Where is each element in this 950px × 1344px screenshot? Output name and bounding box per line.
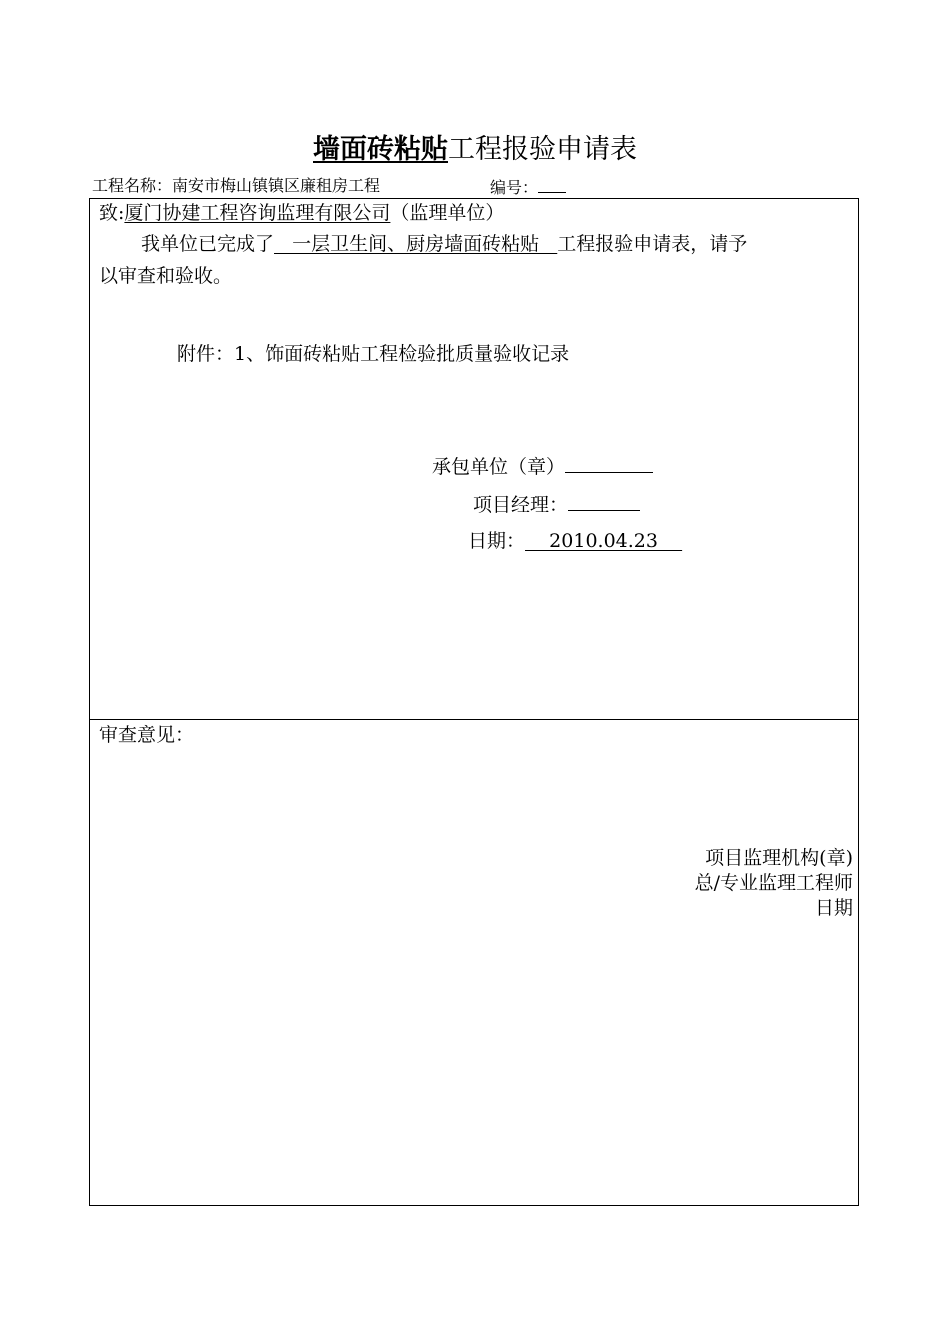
section-divider [89, 719, 859, 720]
project-name-line [92, 175, 380, 197]
recipient-name: 厦门协建工程咨询监理有限公司 [124, 202, 391, 224]
attachment-line: 附件：1、饰面砖粘贴工程检验批质量验收记录 [177, 343, 570, 365]
contractor-label: 承包单位（章） [432, 456, 566, 478]
contractor-line [432, 452, 653, 481]
recipient-role: （监理单位） [390, 202, 505, 224]
body-prefix: 我单位已完成了 [141, 233, 275, 255]
page-title [0, 130, 950, 170]
review-opinion-label: 审查意见： [99, 724, 195, 746]
project-name: 南安市梅山镇镇区廉租房工程 [172, 176, 381, 195]
contractor-blank [565, 452, 653, 473]
supervision-engineer-label: 总/专业监理工程师 [694, 872, 853, 894]
manager-blank [568, 490, 640, 511]
title-bold: 墙面砖粘贴 [313, 134, 448, 165]
number-blank [538, 175, 566, 193]
body-suffix: 工程报验申请表，请予 [557, 233, 748, 255]
body-line-1 [141, 230, 747, 258]
manager-label: 项目经理： [473, 494, 569, 516]
recipient-line [99, 199, 504, 227]
manager-line [473, 490, 640, 519]
date-value: 2010.04.23 [525, 530, 683, 552]
to-label: 致: [99, 202, 125, 224]
work-item: 一层卫生间、厨房墙面砖粘贴 [274, 233, 558, 255]
review-date-label: 日期 [814, 897, 853, 919]
number-label: 编号： [490, 178, 539, 197]
body-line-2: 以审查和验收。 [99, 265, 233, 287]
date-label: 日期： [468, 530, 526, 552]
number-line [490, 175, 566, 199]
date-line [468, 527, 682, 555]
title-rest: 工程报验申请表 [448, 134, 637, 165]
project-label: 工程名称： [92, 176, 173, 195]
supervision-org-label: 项目监理机构(章) [705, 847, 853, 869]
